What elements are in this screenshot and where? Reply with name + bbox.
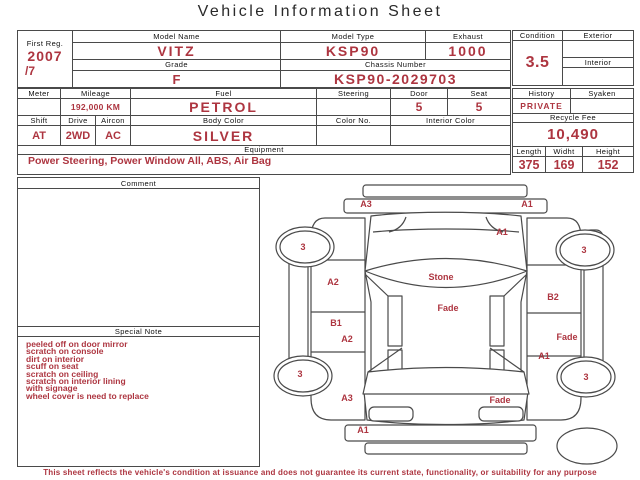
diagram-label-a2: A2 (341, 334, 353, 344)
rear-bumper-outer-shape (365, 443, 527, 454)
body-color-value: SILVER (131, 126, 317, 146)
meter-label: Meter (18, 89, 61, 99)
special-note-panel (17, 326, 260, 467)
recycle-fee-value: 10,490 (513, 123, 634, 147)
diagram-label-3: 3 (583, 372, 589, 382)
recycle-fee-label: Recycle Fee (513, 114, 634, 123)
aircon-label: Aircon (96, 116, 131, 126)
diagram-label-a2: A2 (327, 277, 339, 287)
diagram-label-3: 3 (297, 369, 303, 379)
model-name-label: Model Name (73, 31, 281, 43)
special-note-line: scratch on console (26, 346, 104, 357)
grade-value: F (73, 71, 281, 88)
height-value: 152 (583, 157, 634, 173)
meter-value (18, 99, 61, 116)
width-label: Widht (546, 147, 583, 157)
diagram-label-a1: A1 (496, 227, 508, 237)
model-name-value: VITZ (73, 43, 281, 60)
left-taillight-shape (369, 407, 413, 421)
vehicle-spec-table (17, 88, 511, 175)
special-note-lines (18, 337, 259, 400)
exhaust-value: 1000 (426, 43, 511, 60)
exhaust-label: Exhaust (426, 31, 511, 43)
width-value: 169 (546, 157, 583, 173)
steering-value (317, 99, 391, 116)
seat-label: Seat (448, 89, 511, 99)
footer-disclaimer: This sheet reflects the vehicle's condition at issuance and does not guarantee its current state, functionality, or suitability for any purpose (43, 468, 597, 477)
model-type-label: Model Type (281, 31, 426, 43)
condition-value: 3.5 (513, 41, 563, 86)
mileage-label: Mileage (61, 89, 131, 99)
diagram-label-a3: A3 (341, 393, 353, 403)
mileage-value: 192,000 KM (61, 99, 131, 116)
rear-bumper-inner-shape (345, 425, 536, 441)
special-note-line: wheel cover is need to replace (26, 390, 149, 401)
exterior-value (563, 41, 634, 58)
history-label: History (513, 89, 571, 99)
special-note-line: scratch on ceiling (26, 368, 99, 379)
diagram-label-fade: Fade (489, 395, 511, 405)
condition-box (512, 30, 634, 86)
height-label: Height (583, 147, 634, 157)
diagram-label-b2: B2 (547, 292, 559, 302)
diagram-label-stone: Stone (428, 272, 454, 282)
model-type-value: KSP90 (281, 43, 426, 60)
special-note-line: with signage (26, 383, 78, 394)
length-value: 375 (513, 157, 546, 173)
syaken-label: Syaken (571, 89, 634, 99)
aircon-value: AC (96, 126, 131, 146)
drive-label: Drive (61, 116, 96, 126)
special-note-line: peeled off on door mirror (26, 339, 128, 349)
first-reg-month: /7 (25, 64, 36, 79)
diagram-label-a1: A1 (357, 425, 369, 435)
comment-panel (17, 177, 260, 327)
front-bumper-inner-shape (344, 199, 547, 213)
history-value: PRIVATE (513, 99, 571, 114)
steering-label: Steering (317, 89, 391, 99)
door-label: Door (391, 89, 448, 99)
car-diagram-drawing (265, 180, 635, 472)
door-value: 5 (391, 99, 448, 116)
color-no-value (317, 126, 391, 146)
interior-color-label: Interior Color (391, 116, 511, 126)
condition-label: Condition (513, 31, 563, 41)
chassis-number-value: KSP90-2029703 (281, 71, 511, 88)
special-note-line: scratch on interior lining (26, 376, 126, 387)
diagram-label-fade: Fade (556, 332, 578, 342)
special-note-line: dirt on interior (26, 353, 85, 364)
special-note-line: scuff on seat (26, 361, 79, 372)
diagram-label-3: 3 (581, 245, 587, 255)
diagram-label-a3: A3 (360, 199, 372, 209)
shift-label: Shift (18, 116, 61, 126)
interior-label: Interior (563, 58, 634, 68)
equipment-value: Power Steering, Power Window All, ABS, Air Bag (18, 155, 511, 175)
exterior-label: Exterior (563, 31, 634, 41)
special-note-label: Special Note (18, 327, 259, 337)
diagram-label-fade: Fade (437, 303, 459, 313)
first-reg-cell (18, 31, 73, 88)
grade-label: Grade (73, 60, 281, 71)
interior-color-value (391, 126, 511, 146)
diagram-label-a1: A1 (538, 351, 550, 361)
drive-value: 2WD (61, 126, 96, 146)
first-reg-label: First Reg. (26, 38, 64, 48)
chassis-number-label: Chassis Number (281, 60, 511, 71)
vehicle-header-table (17, 30, 511, 88)
body-color-label: Body Color (131, 116, 317, 126)
shift-value: AT (18, 126, 61, 146)
wheel-rear-left-shape (274, 356, 332, 396)
car-condition-diagram (265, 180, 635, 472)
front-bumper-outer-shape (363, 185, 527, 197)
first-reg-year: 2007 (27, 48, 63, 65)
diagram-label-3: 3 (300, 242, 306, 252)
diagram-label-b1: B1 (330, 318, 342, 328)
syaken-value (571, 99, 634, 114)
page-title: Vehicle Information Sheet (197, 3, 443, 20)
fuel-value: PETROL (131, 99, 317, 116)
fuel-label: Fuel (131, 89, 317, 99)
spare-wheel-shape (557, 428, 617, 464)
seat-value: 5 (448, 99, 511, 116)
diagram-label-a1: A1 (521, 199, 533, 209)
equipment-label: Equipment (18, 146, 511, 155)
length-label: Length (513, 147, 546, 157)
rear-window-shape (363, 368, 529, 395)
right-taillight-shape (479, 407, 523, 421)
interior-value (563, 68, 634, 86)
history-fee-box (512, 88, 634, 173)
comment-label: Comment (18, 178, 259, 189)
color-no-label: Color No. (317, 116, 391, 126)
